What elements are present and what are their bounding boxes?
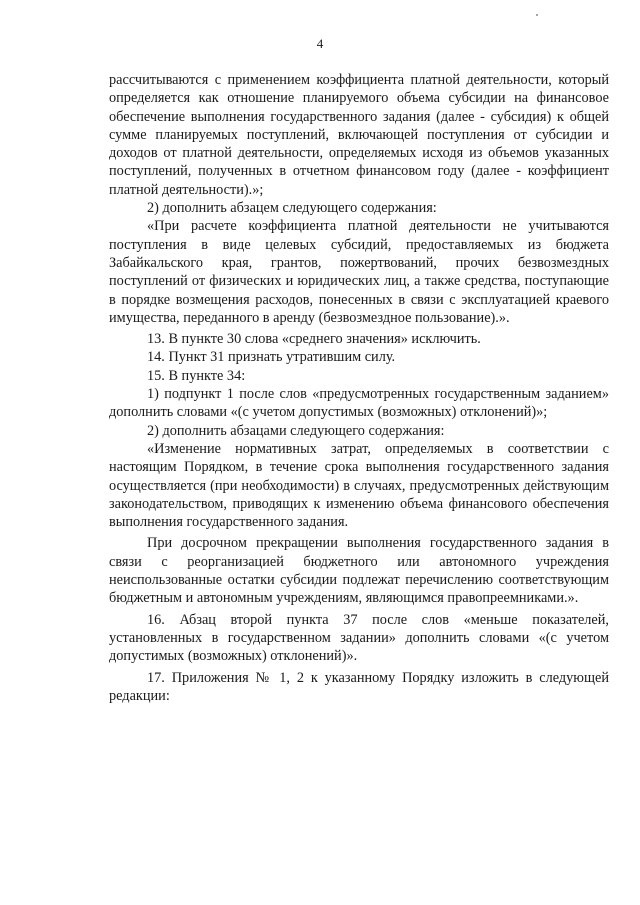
document-body	[109, 71, 609, 705]
page-number: 4	[316, 36, 324, 51]
paragraph-subitem-2: 2) дополнить абзацем следующего содержания:	[147, 200, 437, 217]
paragraph-item-17: 17. Приложения № 1, 2 к указанному Порядку изложить в следующей редакции:	[109, 669, 609, 704]
paragraph-item-13: 13. В пункте 30 слова «среднего значения» исключить.	[147, 331, 481, 348]
paragraph-quote-normative-costs: «Изменение нормативных затрат, определяемых в соответствии с настоящим Порядком, в течение срока выполнения государственного задания осуществляется (при необходимости) в случаях, предусмотренных действующим законодательством, приводящих к изменению объема финансового обеспечения выполнения государственного задания.	[109, 440, 609, 531]
paragraph-continuation: рассчитываются с применением коэффициента платной деятельности, который определяется как отношение планируемого объема субсидии на финансовое обеспечение выполнения государственного задания (далее - субсидия) к общей сумме планируемых поступлений, включающей поступления от субсидии и доходов от платной деятельности, определяемых исходя из объемов указанных поступлений, полученных в отчетном финансовом году (далее - коэффициент платной деятельности).»;	[109, 72, 609, 198]
paragraph-item-14: 14. Пункт 31 признать утратившим силу.	[147, 349, 396, 366]
scan-speck	[536, 14, 538, 16]
paragraph-item-16: 16. Абзац второй пункта 37 после слов «меньше показателей, установленных в государственном задании» дополнить словами «(с учетом допустимых (возможных) отклонений)».	[109, 611, 609, 665]
paragraph-item-15-2: 2) дополнить абзацами следующего содержания:	[147, 422, 445, 439]
paragraph-item-15-1: 1) подпункт 1 после слов «предусмотренных государственным заданием» дополнить словами «(с учетом допустимых (возможных) отклонений)»;	[109, 386, 609, 421]
paragraph-item-15: 15. В пункте 34:	[147, 367, 246, 384]
paragraph-quote-coefficient: «При расчете коэффициента платной деятельности не учитываются поступления в виде целевых субсидий, предоставляемых из бюджета Забайкальского края, грантов, пожертвований, прочих безвозмездных поступлений от физических и юридических лиц, а также средства, поступающие в порядке возмещения расходов, понесенных в связи с эксплуатацией краевого имущества, переданного в аренду (безвозмездное пользование).».	[109, 218, 609, 326]
paragraph-early-termination: При досрочном прекращении выполнения государственного задания в связи с реорганизацией бюджетного или автономного учреждения неиспользованные остатки субсидии подлежат перечислению соответствующим бюджетным и автономным учреждениям, являющимся правопреемниками.».	[109, 535, 609, 607]
